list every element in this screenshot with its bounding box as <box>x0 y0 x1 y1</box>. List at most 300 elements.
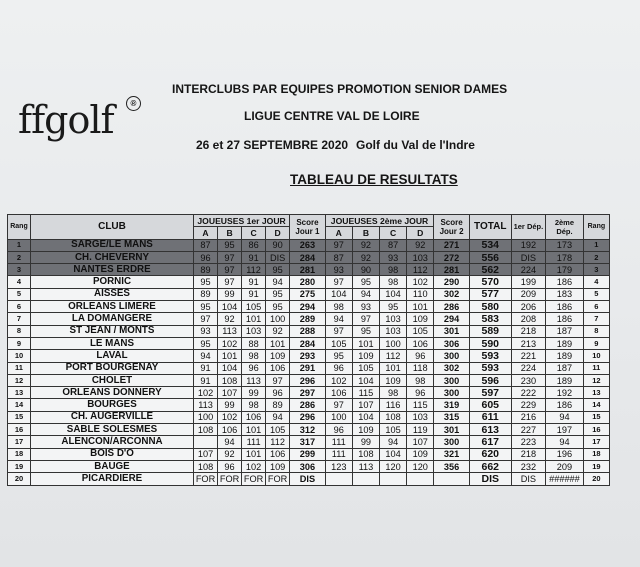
cell-day1-a: 89 <box>194 288 218 300</box>
cell-score-day1: 275 <box>290 288 326 300</box>
cell-day2-d: 96 <box>407 387 434 399</box>
cell-day2-c: 103 <box>380 325 407 337</box>
cell-day1-d: 106 <box>266 448 290 460</box>
cell-score-day1: DIS <box>290 473 326 485</box>
cell-first-tiebreak: 209 <box>511 288 545 300</box>
cell-day2-a: 87 <box>325 251 352 263</box>
cell-day1-c: 98 <box>242 399 266 411</box>
cell-total: 605 <box>469 399 511 411</box>
cell-day1-a: 87 <box>194 239 218 251</box>
cell-day1-b: 102 <box>218 337 242 349</box>
cell-total: 597 <box>469 387 511 399</box>
cell-total: 580 <box>469 301 511 313</box>
cell-first-tiebreak: 208 <box>511 313 545 325</box>
cell-score-day2: 319 <box>434 399 470 411</box>
table-row <box>8 374 610 386</box>
cell-club: PORT BOURGENAY <box>30 362 193 374</box>
cell-score-day2: 272 <box>434 251 470 263</box>
cell-score-day2 <box>434 473 470 485</box>
cell-day2-c: 120 <box>380 460 407 472</box>
cell-first-tiebreak: 222 <box>511 387 545 399</box>
header-rang-end: Rang <box>583 215 609 240</box>
cell-total: 620 <box>469 448 511 460</box>
table-row <box>8 288 610 300</box>
cell-day2-c: 87 <box>380 239 407 251</box>
cell-club: BAUGE <box>30 460 193 472</box>
cell-day2-d: 118 <box>407 362 434 374</box>
table-body <box>8 239 610 485</box>
cell-rang-end: 1 <box>583 239 609 251</box>
cell-club: CHOLET <box>30 374 193 386</box>
cell-score-day1: 284 <box>290 337 326 349</box>
cell-day2-a: 97 <box>325 239 352 251</box>
cell-day2-d: 112 <box>407 264 434 276</box>
cell-day2-a: 98 <box>325 301 352 313</box>
cell-total: 613 <box>469 424 511 436</box>
cell-rang: 1 <box>8 239 31 251</box>
cell-day1-d: 105 <box>266 424 290 436</box>
cell-day1-b: 108 <box>218 374 242 386</box>
cell-score-day2: 286 <box>434 301 470 313</box>
cell-day2-d: 103 <box>407 251 434 263</box>
table-row <box>8 362 610 374</box>
cell-second-tiebreak: 186 <box>546 313 584 325</box>
cell-day2-b: 104 <box>352 374 379 386</box>
cell-club: CH. CHEVERNY <box>30 251 193 263</box>
table-row <box>8 387 610 399</box>
cell-rang: 7 <box>8 313 31 325</box>
cell-day2-a: 111 <box>325 448 352 460</box>
cell-score-day1: 317 <box>290 436 326 448</box>
cell-day1-a: 95 <box>194 276 218 288</box>
cell-day1-a: 94 <box>194 350 218 362</box>
cell-rang-end: 9 <box>583 337 609 349</box>
cell-first-tiebreak: 216 <box>511 411 545 423</box>
table-row <box>8 424 610 436</box>
cell-total: 583 <box>469 313 511 325</box>
table-row <box>8 473 610 485</box>
cell-day2-c: 108 <box>380 411 407 423</box>
table-row <box>8 399 610 411</box>
cell-day2-d <box>407 473 434 485</box>
cell-score-day1: 293 <box>290 350 326 362</box>
cell-day1-b: 107 <box>218 387 242 399</box>
cell-day1-a: 91 <box>194 374 218 386</box>
cell-day1-c: 96 <box>242 362 266 374</box>
cell-score-day1: 296 <box>290 374 326 386</box>
cell-total: 662 <box>469 460 511 472</box>
cell-day2-a: 96 <box>325 362 352 374</box>
table-row <box>8 337 610 349</box>
cell-second-tiebreak: 173 <box>546 239 584 251</box>
cell-rang-end: 16 <box>583 424 609 436</box>
document-title: INTERCLUBS PAR EQUIPES PROMOTION SENIOR DAMES <box>172 82 508 96</box>
cell-club: LE MANS <box>30 337 193 349</box>
cell-day1-d: 109 <box>266 350 290 362</box>
cell-first-tiebreak: 218 <box>511 325 545 337</box>
cell-rang-end: 13 <box>583 387 609 399</box>
cell-score-day1: 296 <box>290 411 326 423</box>
cell-rang-end: 2 <box>583 251 609 263</box>
cell-score-day2: 281 <box>434 264 470 276</box>
cell-day1-b: 104 <box>218 301 242 313</box>
cell-day1-d: 94 <box>266 411 290 423</box>
cell-day2-d: 120 <box>407 460 434 472</box>
cell-first-tiebreak: 224 <box>511 264 545 276</box>
cell-rang-end: 15 <box>583 411 609 423</box>
cell-day2-d: 106 <box>407 337 434 349</box>
cell-day2-c: 105 <box>380 424 407 436</box>
cell-day2-d: 102 <box>407 276 434 288</box>
cell-score-day1: 280 <box>290 276 326 288</box>
cell-first-tiebreak: 223 <box>511 436 545 448</box>
cell-day1-a: 113 <box>194 399 218 411</box>
cell-second-tiebreak: 196 <box>546 448 584 460</box>
cell-day1-b: 97 <box>218 264 242 276</box>
cell-day1-c: 91 <box>242 251 266 263</box>
header-sub-a: A <box>194 227 218 239</box>
cell-rang-end: 12 <box>583 374 609 386</box>
cell-day1-a: 95 <box>194 337 218 349</box>
cell-club: BOURGES <box>30 399 193 411</box>
cell-day2-b: 92 <box>352 239 379 251</box>
cell-day2-d: 110 <box>407 288 434 300</box>
cell-second-tiebreak: 187 <box>546 362 584 374</box>
cell-day1-b: FOR <box>218 473 242 485</box>
cell-day1-d: 101 <box>266 337 290 349</box>
cell-day1-d: DIS <box>266 251 290 263</box>
header-score-day2: Score Jour 2 <box>434 215 470 240</box>
cell-first-tiebreak: 199 <box>511 276 545 288</box>
cell-second-tiebreak: 189 <box>546 350 584 362</box>
cell-day2-b: 101 <box>352 337 379 349</box>
cell-second-tiebreak: 178 <box>546 251 584 263</box>
cell-day2-a: 111 <box>325 436 352 448</box>
cell-day1-a: 89 <box>194 264 218 276</box>
cell-day1-d: 89 <box>266 399 290 411</box>
table-row <box>8 350 610 362</box>
cell-day1-b: 97 <box>218 251 242 263</box>
header-total: TOTAL <box>469 215 511 240</box>
cell-day2-a: 93 <box>325 264 352 276</box>
cell-rang: 11 <box>8 362 31 374</box>
cell-score-day2: 302 <box>434 362 470 374</box>
cell-second-tiebreak: 94 <box>546 411 584 423</box>
cell-rang: 8 <box>8 325 31 337</box>
table-row <box>8 264 610 276</box>
cell-day1-b: 104 <box>218 362 242 374</box>
cell-rang: 13 <box>8 387 31 399</box>
header-sub-c: C <box>242 227 266 239</box>
cell-second-tiebreak: 192 <box>546 387 584 399</box>
cell-rang-end: 18 <box>583 448 609 460</box>
cell-day1-a: 93 <box>194 325 218 337</box>
table-row <box>8 460 610 472</box>
cell-day2-b <box>352 473 379 485</box>
league-name: LIGUE CENTRE VAL DE LOIRE <box>244 109 420 123</box>
cell-day2-c: 104 <box>380 288 407 300</box>
cell-score-day2: 306 <box>434 337 470 349</box>
cell-day1-a: 91 <box>194 362 218 374</box>
cell-club: CH. AUGERVILLE <box>30 411 193 423</box>
cell-total: 589 <box>469 325 511 337</box>
cell-rang: 19 <box>8 460 31 472</box>
results-heading: TABLEAU DE RESULTATS <box>290 172 458 187</box>
header-sub-c2: C <box>380 227 407 239</box>
cell-club: LA DOMANGERE <box>30 313 193 325</box>
cell-score-day1: 291 <box>290 362 326 374</box>
cell-score-day1: 297 <box>290 387 326 399</box>
cell-score-day1: 294 <box>290 301 326 313</box>
cell-rang: 3 <box>8 264 31 276</box>
cell-day1-c: FOR <box>242 473 266 485</box>
cell-day2-a: 95 <box>325 350 352 362</box>
cell-day1-d: 95 <box>266 288 290 300</box>
cell-day1-d: 109 <box>266 460 290 472</box>
cell-day2-b: 107 <box>352 399 379 411</box>
cell-rang: 20 <box>8 473 31 485</box>
table-row <box>8 448 610 460</box>
cell-first-tiebreak: 227 <box>511 424 545 436</box>
cell-day1-b: 101 <box>218 350 242 362</box>
cell-day1-a <box>194 436 218 448</box>
table-row <box>8 325 610 337</box>
cell-total: 593 <box>469 362 511 374</box>
cell-day2-a: 97 <box>325 399 352 411</box>
cell-day1-d: 100 <box>266 313 290 325</box>
cell-day2-b: 104 <box>352 411 379 423</box>
cell-day2-c: 98 <box>380 264 407 276</box>
cell-day2-d: 96 <box>407 350 434 362</box>
cell-day1-d: 95 <box>266 264 290 276</box>
cell-day1-a: 100 <box>194 411 218 423</box>
cell-first-tiebreak: 218 <box>511 448 545 460</box>
cell-day2-d: 109 <box>407 448 434 460</box>
cell-day2-d: 107 <box>407 436 434 448</box>
table-row <box>8 251 610 263</box>
cell-day1-b: 94 <box>218 436 242 448</box>
cell-day1-c: 112 <box>242 264 266 276</box>
cell-day2-b: 113 <box>352 460 379 472</box>
cell-score-day2: 294 <box>434 313 470 325</box>
cell-score-day2: 300 <box>434 436 470 448</box>
cell-day1-a: FOR <box>194 473 218 485</box>
cell-day2-d: 103 <box>407 411 434 423</box>
cell-day2-c: 98 <box>380 387 407 399</box>
cell-day1-b: 96 <box>218 460 242 472</box>
cell-day2-c: 101 <box>380 362 407 374</box>
cell-total: DIS <box>469 473 511 485</box>
cell-day1-c: 105 <box>242 301 266 313</box>
cell-score-day1: 281 <box>290 264 326 276</box>
cell-score-day2: 301 <box>434 424 470 436</box>
cell-day1-b: 99 <box>218 399 242 411</box>
cell-first-tiebreak: 206 <box>511 301 545 313</box>
cell-day2-a: 123 <box>325 460 352 472</box>
cell-day2-b: 94 <box>352 288 379 300</box>
cell-total: 590 <box>469 337 511 349</box>
cell-club: SARGE/LE MANS <box>30 239 193 251</box>
cell-score-day2: 300 <box>434 387 470 399</box>
header-day2-players: JOUEUSES 2ème JOUR <box>325 215 434 227</box>
cell-rang-end: 5 <box>583 288 609 300</box>
cell-score-day2: 301 <box>434 325 470 337</box>
cell-day2-b: 93 <box>352 301 379 313</box>
cell-first-tiebreak: 213 <box>511 337 545 349</box>
cell-rang: 14 <box>8 399 31 411</box>
cell-club: ORLEANS LIMERE <box>30 301 193 313</box>
cell-rang: 2 <box>8 251 31 263</box>
cell-total: 534 <box>469 239 511 251</box>
cell-rang-end: 6 <box>583 301 609 313</box>
cell-day2-c: 116 <box>380 399 407 411</box>
cell-second-tiebreak: 186 <box>546 301 584 313</box>
event-date: 26 et 27 SEPTEMBRE 2020 <box>196 138 349 152</box>
cell-rang: 12 <box>8 374 31 386</box>
cell-day1-d: 97 <box>266 374 290 386</box>
cell-score-day1: 288 <box>290 325 326 337</box>
table-row <box>8 313 610 325</box>
cell-day2-d: 101 <box>407 301 434 313</box>
cell-day2-a: 102 <box>325 374 352 386</box>
cell-day2-c <box>380 473 407 485</box>
cell-second-tiebreak: 186 <box>546 399 584 411</box>
cell-score-day1: 306 <box>290 460 326 472</box>
cell-day2-c: 95 <box>380 301 407 313</box>
cell-rang-end: 10 <box>583 350 609 362</box>
cell-day2-c: 104 <box>380 448 407 460</box>
cell-total: 593 <box>469 350 511 362</box>
results-table <box>7 214 610 486</box>
cell-day1-c: 103 <box>242 325 266 337</box>
cell-day1-a: 95 <box>194 301 218 313</box>
cell-rang: 4 <box>8 276 31 288</box>
cell-day1-b: 97 <box>218 276 242 288</box>
cell-rang: 16 <box>8 424 31 436</box>
cell-day1-c: 98 <box>242 350 266 362</box>
cell-day2-b: 108 <box>352 448 379 460</box>
cell-rang-end: 11 <box>583 362 609 374</box>
cell-day1-c: 106 <box>242 411 266 423</box>
header-rang: Rang <box>8 215 31 240</box>
cell-second-tiebreak: 189 <box>546 337 584 349</box>
cell-first-tiebreak: 232 <box>511 460 545 472</box>
cell-day1-b: 92 <box>218 313 242 325</box>
cell-club: SABLE SOLESMES <box>30 424 193 436</box>
cell-club: AISSES <box>30 288 193 300</box>
event-venue: Golf du Val de l'Indre <box>356 138 475 152</box>
cell-day1-c: 111 <box>242 436 266 448</box>
cell-day2-b: 92 <box>352 251 379 263</box>
cell-day2-a: 97 <box>325 325 352 337</box>
cell-day2-c: 100 <box>380 337 407 349</box>
cell-score-day1: 284 <box>290 251 326 263</box>
cell-score-day2: 300 <box>434 350 470 362</box>
cell-day1-d: FOR <box>266 473 290 485</box>
table-row <box>8 411 610 423</box>
header-score-day1: Score Jour 1 <box>290 215 326 240</box>
cell-day2-d: 119 <box>407 424 434 436</box>
cell-first-tiebreak: DIS <box>511 251 545 263</box>
cell-day1-d: 95 <box>266 301 290 313</box>
cell-day1-a: 97 <box>194 313 218 325</box>
cell-total: 556 <box>469 251 511 263</box>
cell-second-tiebreak: 197 <box>546 424 584 436</box>
header-sub-b: B <box>218 227 242 239</box>
cell-day1-b: 99 <box>218 288 242 300</box>
cell-total: 596 <box>469 374 511 386</box>
cell-day2-d: 109 <box>407 313 434 325</box>
cell-day2-b: 105 <box>352 362 379 374</box>
cell-score-day2: 271 <box>434 239 470 251</box>
cell-day2-a: 94 <box>325 313 352 325</box>
cell-club: BOIS D'O <box>30 448 193 460</box>
cell-first-tiebreak: 229 <box>511 399 545 411</box>
table-row <box>8 276 610 288</box>
cell-club: PICARDIERE <box>30 473 193 485</box>
cell-day2-c: 93 <box>380 251 407 263</box>
table-row <box>8 436 610 448</box>
cell-total: 611 <box>469 411 511 423</box>
cell-day2-a: 104 <box>325 288 352 300</box>
cell-club: NANTES ERDRE <box>30 264 193 276</box>
cell-total: 617 <box>469 436 511 448</box>
cell-club: ALENCON/ARCONNA <box>30 436 193 448</box>
cell-second-tiebreak: 186 <box>546 276 584 288</box>
cell-day2-d: 98 <box>407 374 434 386</box>
cell-total: 570 <box>469 276 511 288</box>
cell-day1-d: 112 <box>266 436 290 448</box>
cell-day2-b: 99 <box>352 436 379 448</box>
cell-day2-a <box>325 473 352 485</box>
cell-day2-b: 109 <box>352 350 379 362</box>
registered-mark-icon: ® <box>126 96 141 111</box>
table-header <box>8 215 610 240</box>
cell-rang-end: 3 <box>583 264 609 276</box>
cell-score-day1: 299 <box>290 448 326 460</box>
cell-score-day2: 300 <box>434 374 470 386</box>
cell-score-day1: 286 <box>290 399 326 411</box>
cell-day1-c: 91 <box>242 288 266 300</box>
cell-rang-end: 19 <box>583 460 609 472</box>
cell-club: ST JEAN / MONTS <box>30 325 193 337</box>
cell-rang: 17 <box>8 436 31 448</box>
cell-day2-a: 100 <box>325 411 352 423</box>
cell-rang-end: 4 <box>583 276 609 288</box>
cell-day2-d: 105 <box>407 325 434 337</box>
table-row <box>8 239 610 251</box>
cell-first-tiebreak: 221 <box>511 350 545 362</box>
cell-rang: 5 <box>8 288 31 300</box>
cell-score-day1: 312 <box>290 424 326 436</box>
cell-day2-b: 115 <box>352 387 379 399</box>
cell-rang: 9 <box>8 337 31 349</box>
cell-day1-c: 88 <box>242 337 266 349</box>
cell-day1-a: 107 <box>194 448 218 460</box>
header-sub-d2: D <box>407 227 434 239</box>
cell-day2-a: 97 <box>325 276 352 288</box>
cell-first-tiebreak: 230 <box>511 374 545 386</box>
cell-second-tiebreak: 94 <box>546 436 584 448</box>
cell-score-day2: 302 <box>434 288 470 300</box>
cell-total: 577 <box>469 288 511 300</box>
cell-day2-b: 95 <box>352 276 379 288</box>
cell-day1-d: 106 <box>266 362 290 374</box>
cell-day2-c: 94 <box>380 436 407 448</box>
cell-second-tiebreak: 187 <box>546 325 584 337</box>
cell-day1-c: 102 <box>242 460 266 472</box>
cell-day1-d: 90 <box>266 239 290 251</box>
